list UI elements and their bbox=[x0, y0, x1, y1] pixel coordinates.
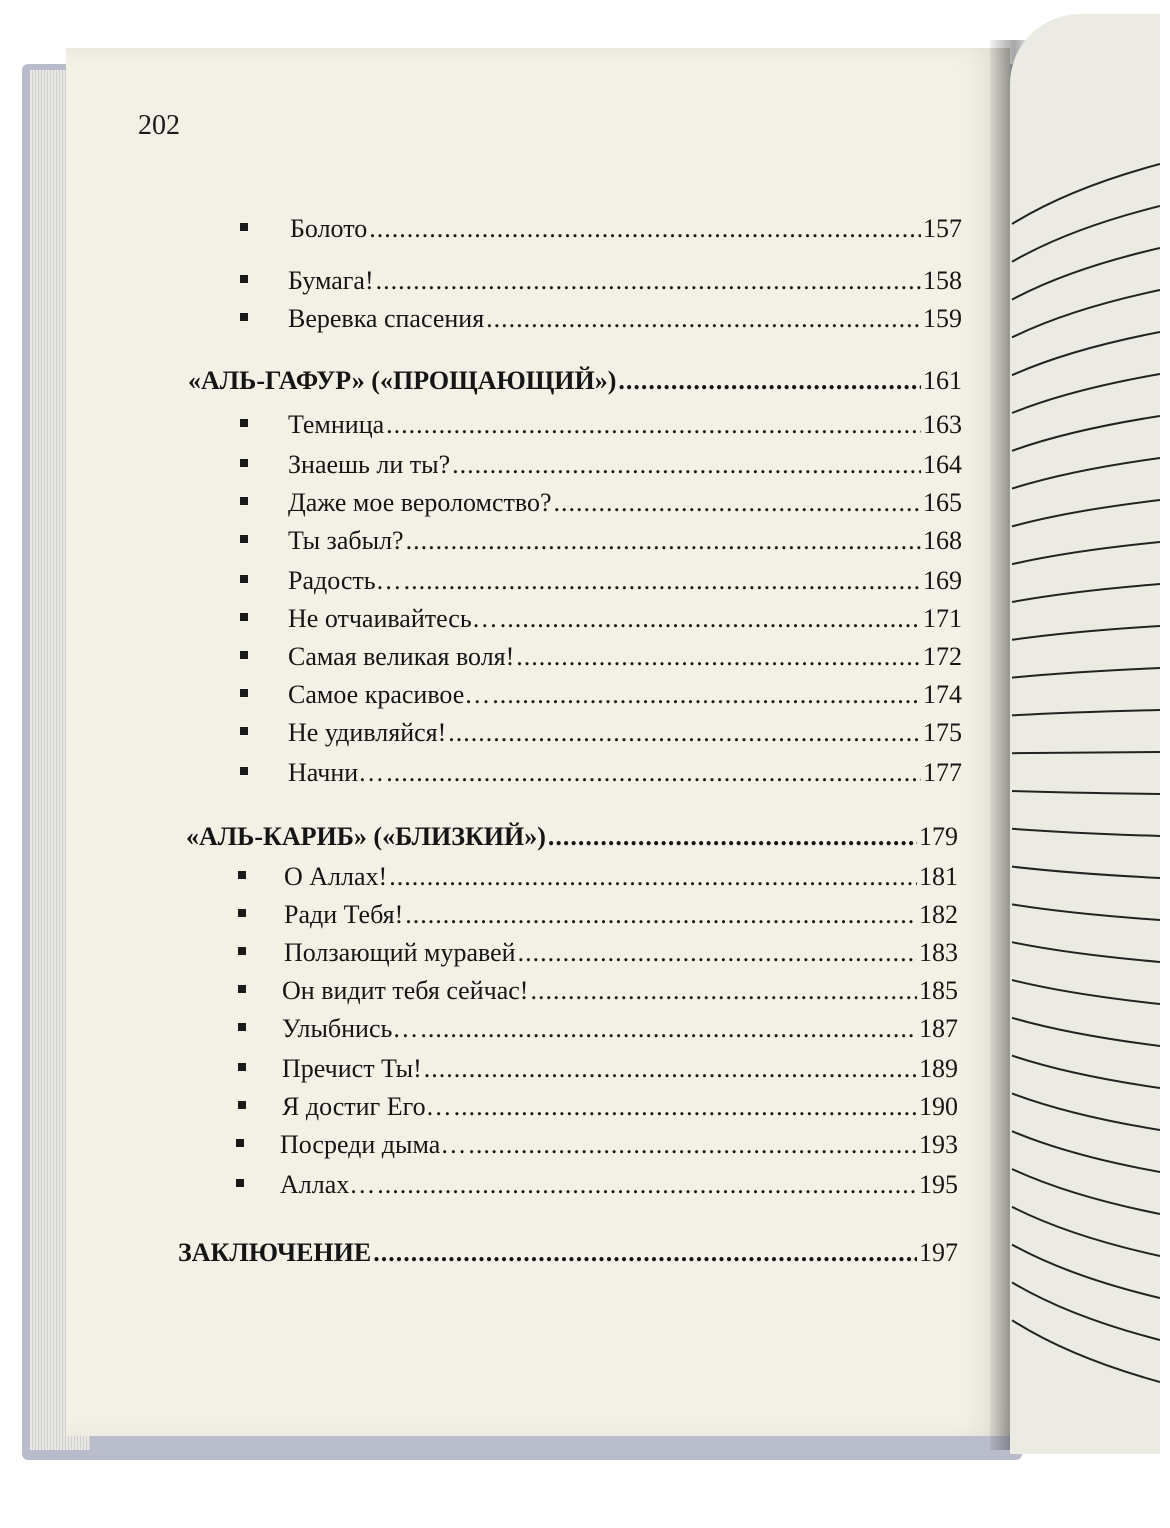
toc-page-number: 177 bbox=[923, 758, 962, 787]
dot-leader bbox=[454, 1092, 917, 1122]
dot-leader bbox=[554, 488, 921, 518]
dot-leader bbox=[424, 1054, 917, 1084]
toc-title: Даже мое вероломство? bbox=[288, 488, 552, 517]
dot-leader bbox=[468, 1130, 917, 1160]
bullet-icon bbox=[238, 1023, 246, 1031]
toc-item-row bbox=[280, 1166, 958, 1200]
bullet-icon bbox=[238, 871, 246, 879]
toc-page-number: 185 bbox=[919, 976, 958, 1005]
toc-page-number: 193 bbox=[919, 1130, 958, 1159]
bullet-icon bbox=[240, 767, 248, 775]
toc-page-number: 164 bbox=[923, 450, 962, 479]
toc-page-number: 158 bbox=[923, 266, 962, 295]
toc-item-row bbox=[282, 1088, 958, 1122]
toc-item-row bbox=[284, 896, 958, 930]
toc-page-number: 181 bbox=[919, 862, 958, 891]
toc-item-row bbox=[288, 262, 962, 296]
toc-page-number: 189 bbox=[919, 1054, 958, 1083]
bullet-icon bbox=[240, 727, 248, 735]
toc-title: Не отчаивайтесь… bbox=[288, 604, 498, 633]
toc-section-row bbox=[188, 362, 962, 396]
toc-item-row bbox=[288, 446, 962, 480]
toc-item-row bbox=[288, 484, 962, 518]
toc-item-row bbox=[290, 210, 962, 244]
toc-title: Ты забыл? bbox=[288, 526, 404, 555]
toc-page-number: 161 bbox=[923, 366, 962, 395]
toc-item-row bbox=[288, 676, 962, 710]
dot-leader bbox=[452, 450, 921, 480]
toc-page-number: 169 bbox=[923, 566, 962, 595]
toc-title: Ради Тебя! bbox=[284, 900, 404, 929]
bullet-icon bbox=[240, 535, 248, 543]
toc-title: Болото bbox=[290, 214, 368, 243]
toc-item-row bbox=[284, 858, 958, 892]
bullet-icon bbox=[240, 613, 248, 621]
toc-item-row bbox=[288, 638, 962, 672]
toc-title: Не удивляйся! bbox=[288, 718, 447, 747]
toc-item-row bbox=[288, 522, 962, 556]
toc-page-number: 190 bbox=[919, 1092, 958, 1121]
dot-leader bbox=[404, 566, 921, 596]
bullet-icon bbox=[240, 313, 248, 321]
toc-page-number: 195 bbox=[919, 1170, 958, 1199]
toc-title: Темница bbox=[288, 410, 385, 439]
bullet-icon bbox=[238, 1101, 246, 1109]
page-number: 202 bbox=[138, 110, 180, 141]
dot-leader bbox=[530, 976, 917, 1006]
toc-title: Я достиг Его… bbox=[282, 1092, 452, 1121]
toc-page-number: 159 bbox=[923, 304, 962, 333]
toc-page-number: 179 bbox=[919, 822, 958, 851]
toc-title: Ползающий муравей bbox=[284, 938, 516, 967]
bullet-icon bbox=[240, 689, 248, 697]
dot-leader bbox=[486, 304, 921, 334]
toc-title: Самое красивое… bbox=[288, 680, 491, 709]
toc-title: Пречист Ты! bbox=[282, 1054, 422, 1083]
dot-leader bbox=[405, 900, 917, 930]
toc-title: Знаешь ли ты? bbox=[288, 450, 451, 479]
bullet-icon bbox=[240, 275, 248, 283]
toc-title: Самая великая воля! bbox=[288, 642, 515, 671]
toc-item-row bbox=[288, 714, 962, 748]
toc-title: «АЛЬ-ГАФУР» («ПРОЩАЮЩИЙ») bbox=[188, 366, 617, 395]
toc-item-row bbox=[288, 562, 962, 596]
toc-page-number: 187 bbox=[919, 1014, 958, 1043]
toc-page-number: 182 bbox=[919, 900, 958, 929]
bullet-icon bbox=[240, 497, 248, 505]
toc-page-number: 165 bbox=[923, 488, 962, 517]
toc-page-number: 175 bbox=[923, 718, 962, 747]
dot-leader bbox=[548, 822, 917, 852]
toc-page-number: 197 bbox=[919, 1238, 958, 1267]
toc-item-row bbox=[288, 754, 962, 788]
toc-page-number: 172 bbox=[923, 642, 962, 671]
dot-leader bbox=[518, 938, 917, 968]
toc-item-row bbox=[288, 300, 962, 334]
toc-title: Аллах… bbox=[280, 1170, 376, 1199]
toc-title: Начни… bbox=[288, 758, 385, 787]
toc-item-row bbox=[288, 600, 962, 634]
bullet-icon bbox=[238, 1063, 246, 1071]
dot-leader bbox=[373, 1238, 917, 1268]
toc-page-number: 157 bbox=[923, 214, 962, 243]
toc-item-row bbox=[282, 972, 958, 1006]
toc-item-row bbox=[282, 1010, 958, 1044]
toc-page-number: 183 bbox=[919, 938, 958, 967]
toc-section-row bbox=[186, 818, 958, 852]
dot-leader bbox=[376, 266, 921, 296]
toc-item-row bbox=[288, 406, 962, 440]
toc-title: Бумага! bbox=[288, 266, 374, 295]
toc-title: О Аллах! bbox=[284, 862, 388, 891]
toc-title: ЗАКЛЮЧЕНИЕ bbox=[178, 1238, 372, 1267]
bullet-icon bbox=[240, 459, 248, 467]
dot-leader bbox=[369, 214, 921, 244]
bullet-icon bbox=[238, 909, 246, 917]
dot-leader bbox=[386, 410, 921, 440]
bullet-icon bbox=[236, 1139, 244, 1147]
bullet-icon bbox=[240, 651, 248, 659]
toc-page-number: 174 bbox=[923, 680, 962, 709]
dot-leader bbox=[448, 718, 921, 748]
toc-title: «АЛЬ-КАРИБ» («БЛИЗКИЙ») bbox=[186, 822, 546, 851]
toc-item-row bbox=[282, 1050, 958, 1084]
dot-leader bbox=[492, 680, 921, 710]
dot-leader bbox=[406, 526, 921, 556]
bullet-icon bbox=[240, 419, 248, 427]
bullet-icon bbox=[238, 947, 246, 955]
bullet-icon bbox=[240, 223, 248, 231]
toc-section-row bbox=[178, 1234, 958, 1268]
dot-leader bbox=[618, 366, 921, 396]
toc-title: Улыбнись… bbox=[282, 1014, 419, 1043]
dot-leader bbox=[420, 1014, 917, 1044]
dot-leader bbox=[386, 758, 921, 788]
toc-page-number: 163 bbox=[923, 410, 962, 439]
toc-item-row bbox=[280, 1126, 958, 1160]
dot-leader bbox=[389, 862, 917, 892]
toc-title: Посреди дыма… bbox=[280, 1130, 467, 1159]
bullet-icon bbox=[238, 985, 246, 993]
toc-page-number: 171 bbox=[923, 604, 962, 633]
bullet-icon bbox=[240, 575, 248, 583]
toc-item-row bbox=[284, 934, 958, 968]
dot-leader bbox=[500, 604, 921, 634]
toc-title: Радость… bbox=[288, 566, 402, 595]
toc-title: Веревка спасения bbox=[288, 304, 485, 333]
dot-leader bbox=[516, 642, 921, 672]
toc-page-number: 168 bbox=[923, 526, 962, 555]
toc-title: Он видит тебя сейчас! bbox=[282, 976, 529, 1005]
bullet-icon bbox=[236, 1179, 244, 1187]
dot-leader bbox=[377, 1170, 917, 1200]
